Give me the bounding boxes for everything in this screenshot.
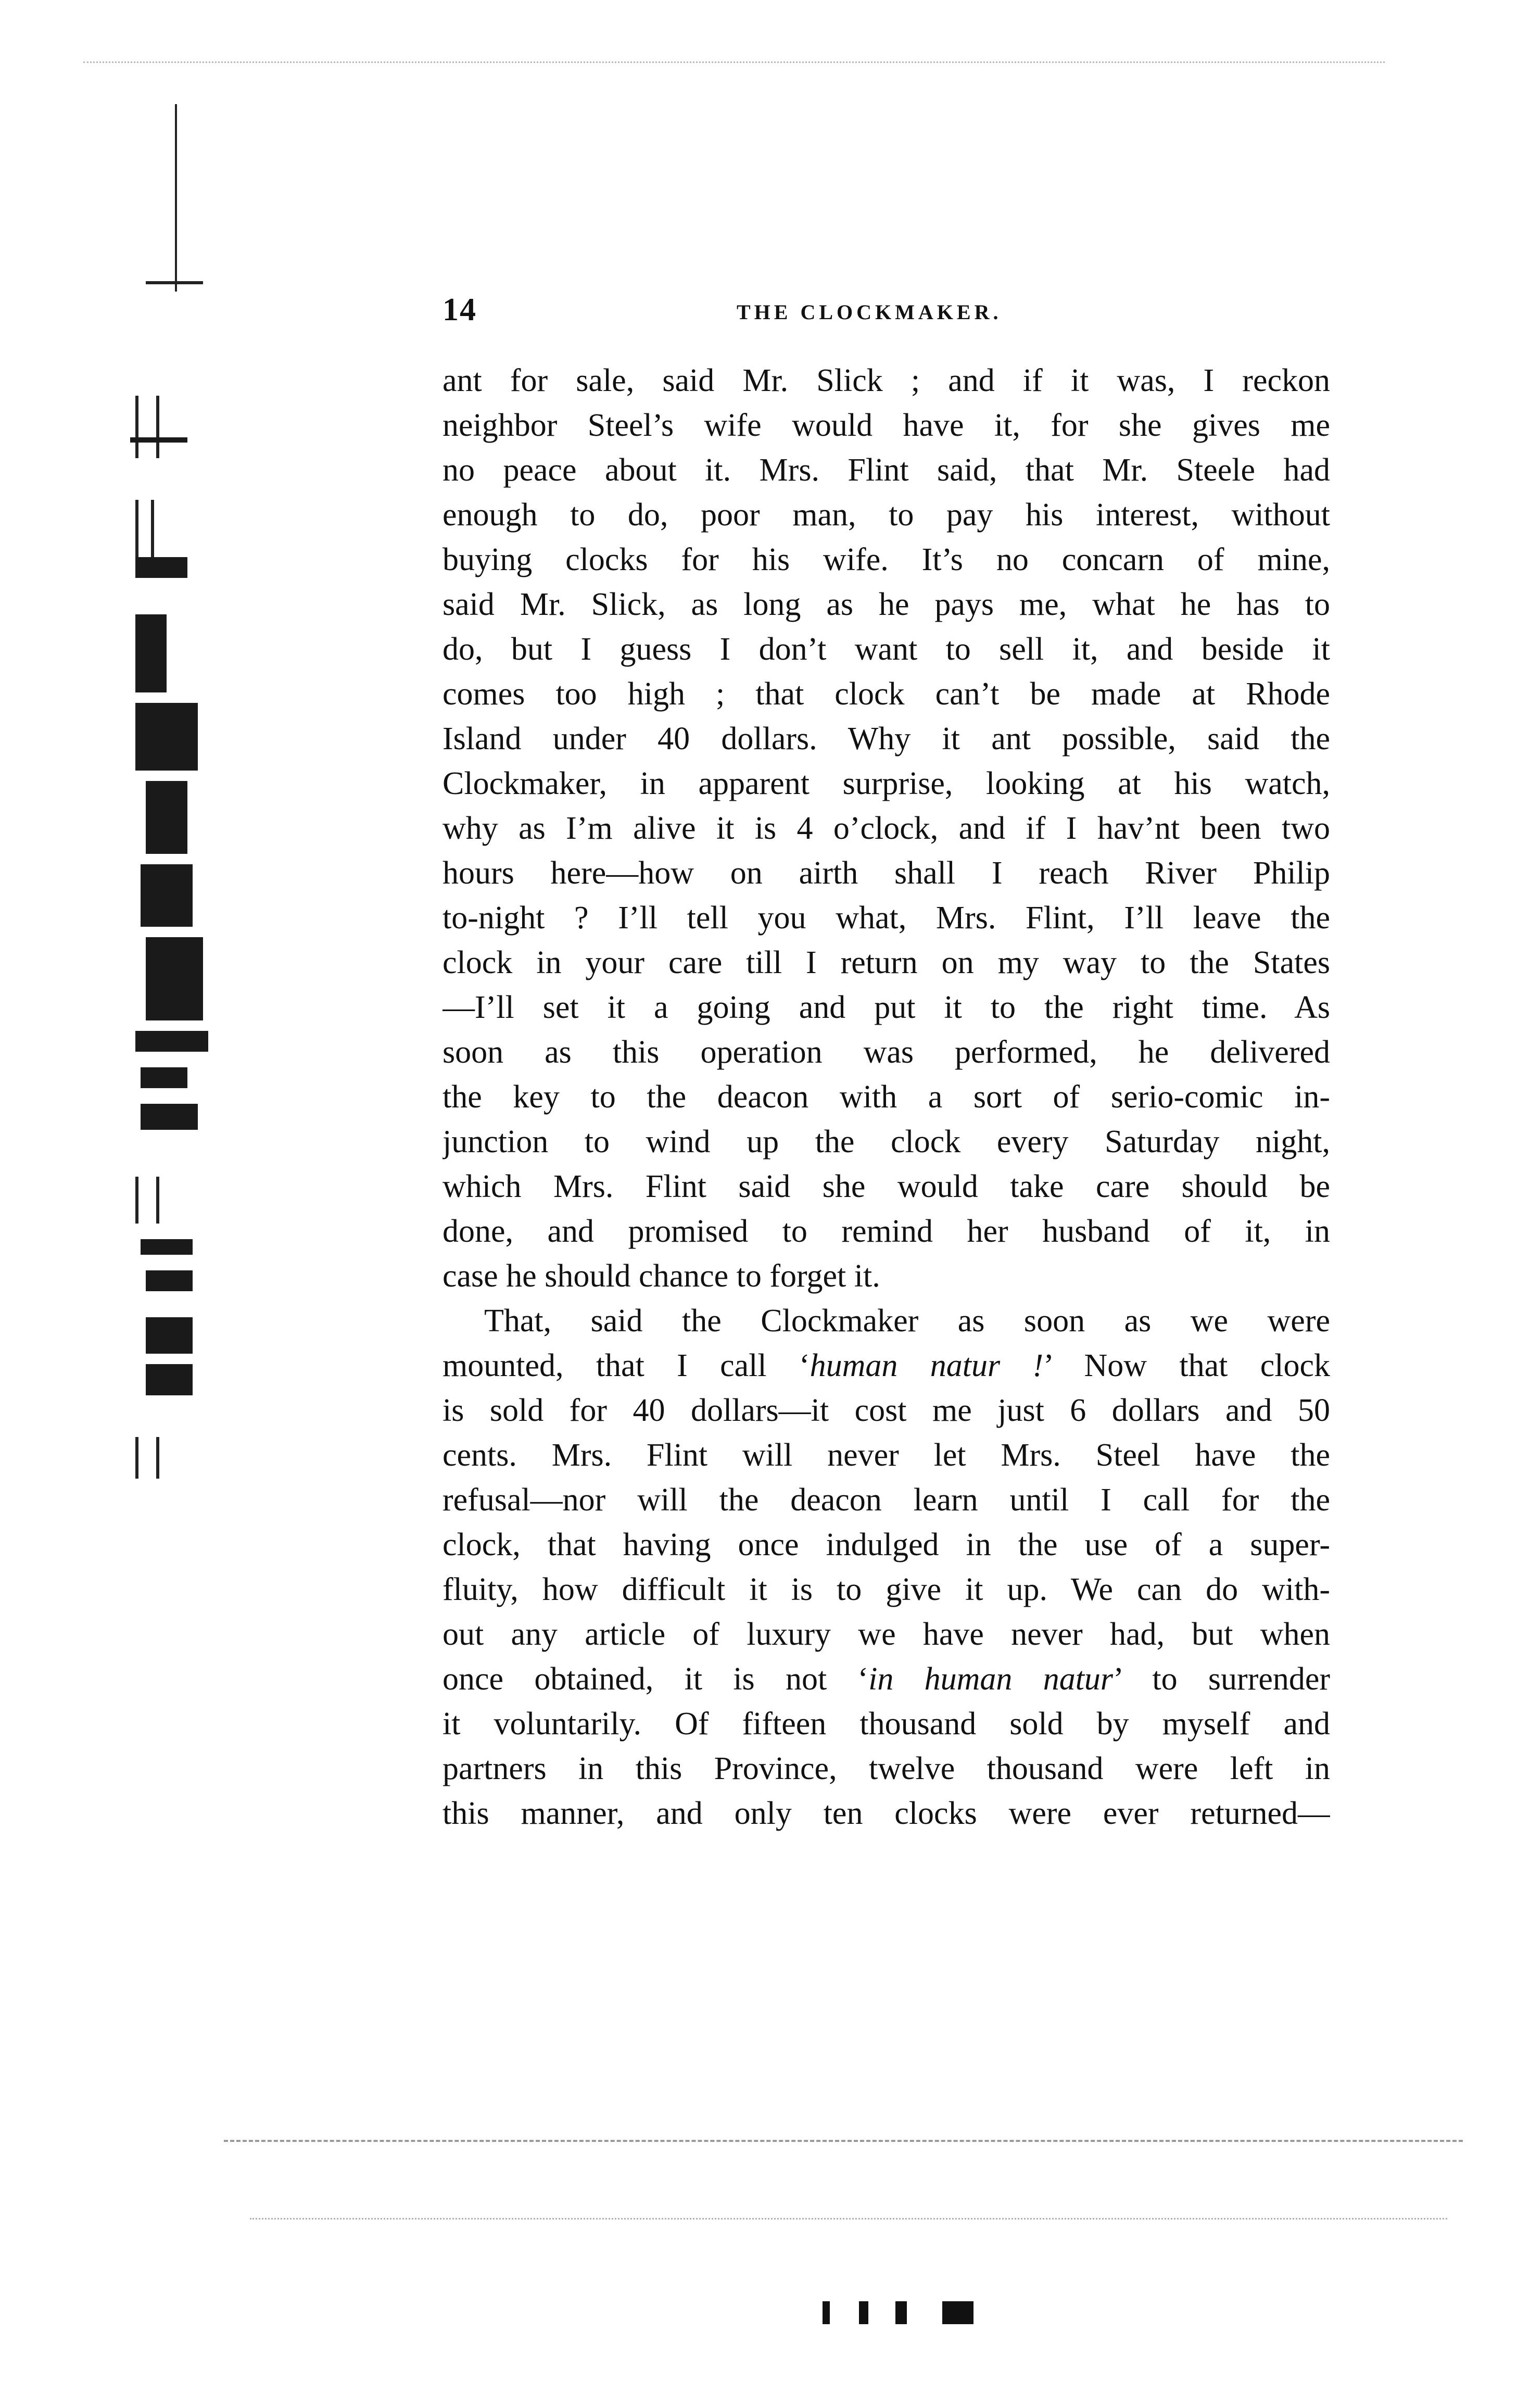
text-line: enough to do, poor man, to pay his interest, without bbox=[442, 497, 1330, 533]
text-line: partners in this Province, twelve thousand were left in bbox=[442, 1751, 1330, 1786]
text-run: ’ to surrender bbox=[1113, 1661, 1330, 1697]
text-line: Island under 40 dollars. Why it ant possible, said the bbox=[442, 721, 1330, 757]
text-line: clock in your care till I return on my way to the States bbox=[442, 945, 1330, 980]
text-line: case he should chance to forget it. bbox=[442, 1258, 880, 1294]
text-line: why as I’m alive it is 4 o’clock, and if I hav’nt been two bbox=[442, 811, 1330, 846]
italic-quote: human natur ! bbox=[810, 1348, 1044, 1383]
text-line: do, but I guess I don’t want to sell it, and beside it bbox=[442, 632, 1330, 667]
text-line: fluity, how difficult it is to give it up. We can do with- bbox=[442, 1572, 1330, 1607]
scan-edge-bottom-inner bbox=[250, 2218, 1447, 2223]
text-line bbox=[442, 1657, 1330, 1701]
text-line: to-night ? I’ll tell you what, Mrs. Flint, I’ll leave the bbox=[442, 900, 1330, 936]
text-line: said Mr. Slick, as long as he pays me, what he has to bbox=[442, 587, 1330, 622]
paragraph-2 bbox=[442, 1298, 1330, 1836]
scan-edge-bottom bbox=[224, 2140, 1463, 2146]
text-line: junction to wind up the clock every Saturday night, bbox=[442, 1124, 1330, 1159]
text-line: the key to the deacon with a sort of serio-comic in- bbox=[442, 1079, 1330, 1115]
text-line: buying clocks for his wife. It’s no concarn of mine, bbox=[442, 542, 1330, 577]
text-line: refusal—nor will the deacon learn until I call for the bbox=[442, 1482, 1330, 1518]
italic-quote: in human natur bbox=[868, 1661, 1114, 1697]
text-line: is sold for 40 dollars—it cost me just 6 dollars and 50 bbox=[442, 1393, 1330, 1428]
text-line: That, said the Clockmaker as soon as we were bbox=[484, 1303, 1330, 1339]
text-line: clock, that having once indulged in the use of a super- bbox=[442, 1527, 1330, 1562]
text-line: it voluntarily. Of fifteen thousand sold by myself and bbox=[442, 1706, 1330, 1742]
paragraph-1 bbox=[442, 358, 1330, 1298]
text-run: ’ Now that clock bbox=[1043, 1348, 1330, 1383]
text-run: mounted, that I call ‘ bbox=[442, 1348, 810, 1383]
binding-edge-artifact bbox=[125, 104, 245, 2083]
page-number: 14 bbox=[442, 292, 477, 327]
text-line bbox=[442, 1343, 1330, 1388]
signature-marks bbox=[823, 2301, 1010, 2333]
running-title: THE CLOCKMAKER. bbox=[737, 300, 1002, 324]
text-line: this manner, and only ten clocks were ever returned— bbox=[442, 1796, 1330, 1831]
text-line: comes too high ; that clock can’t be made at Rhode bbox=[442, 676, 1330, 712]
text-line: soon as this operation was performed, he delivered bbox=[442, 1035, 1330, 1070]
text-run: once obtained, it is not ‘ bbox=[442, 1661, 869, 1697]
text-line: —I’ll set it a going and put it to the right time. As bbox=[442, 990, 1330, 1025]
text-line: which Mrs. Flint said she would take care should be bbox=[442, 1169, 1330, 1204]
text-line: neighbor Steel’s wife would have it, for she gives me bbox=[442, 408, 1330, 443]
text-line: ant for sale, said Mr. Slick ; and if it was, I reckon bbox=[442, 363, 1330, 398]
text-line: out any article of luxury we have never had, but when bbox=[442, 1617, 1330, 1652]
text-line: no peace about it. Mrs. Flint said, that Mr. Steele had bbox=[442, 452, 1330, 488]
text-line: done, and promised to remind her husband of it, in bbox=[442, 1214, 1330, 1249]
body-text bbox=[442, 358, 1330, 1836]
text-line: Clockmaker, in apparent surprise, looking at his watch, bbox=[442, 766, 1330, 801]
scan-edge-top bbox=[83, 61, 1385, 66]
text-line: cents. Mrs. Flint will never let Mrs. Steel have the bbox=[442, 1438, 1330, 1473]
running-head bbox=[442, 292, 1327, 333]
text-line: hours here—how on airth shall I reach River Philip bbox=[442, 855, 1330, 891]
